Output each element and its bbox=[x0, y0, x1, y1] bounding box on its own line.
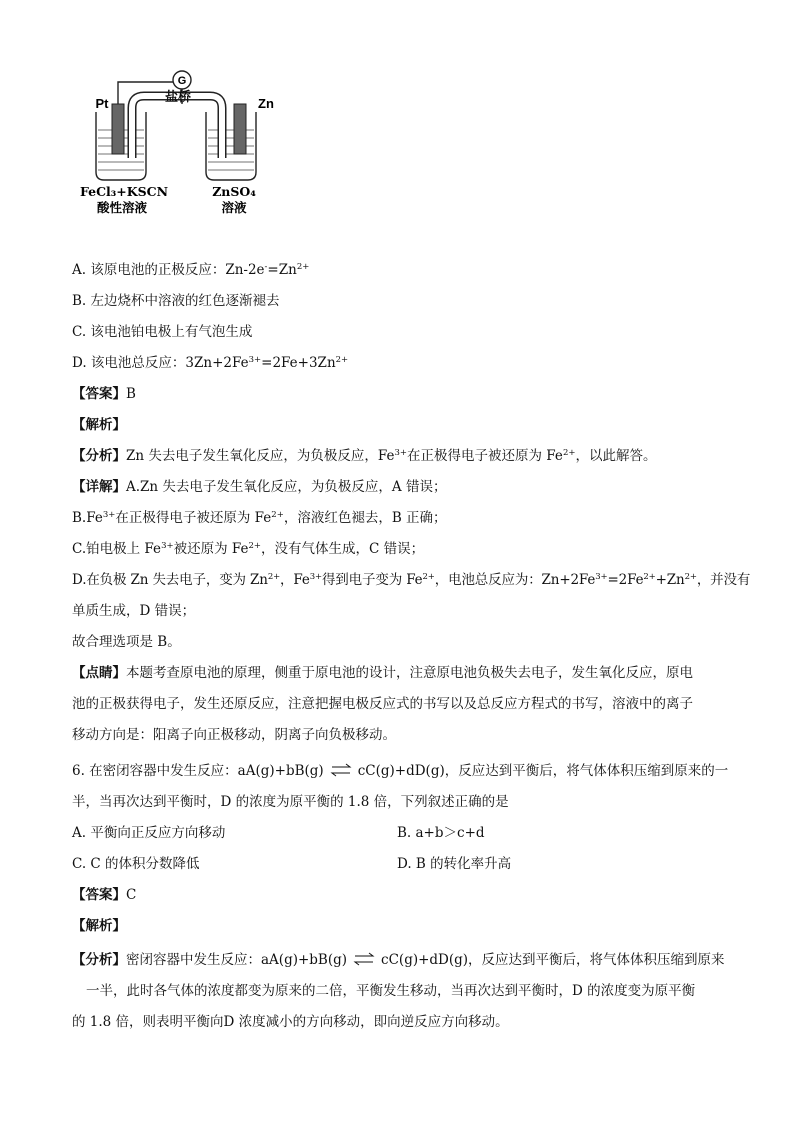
q6-answer: 【答案】C bbox=[72, 887, 137, 903]
q6-fenxi-3: 的 1.8 倍，则表明平衡向D 浓度减小的方向移动，即向逆反应方向移动。 bbox=[72, 1014, 509, 1030]
galvanometer-label: G bbox=[177, 75, 187, 87]
q6-stem-2: 半，当再次达到平衡时，D 的浓度为原平衡的 1.8 倍，下列叙述正确的是 bbox=[72, 794, 509, 810]
left-solution-label-1: FeCl₃+KSCN bbox=[79, 184, 169, 199]
left-electrode-label: Pt bbox=[95, 96, 109, 111]
left-solution-label-2: 酸性溶液 bbox=[96, 200, 148, 215]
q6-option-b: B. a+b＞c+d bbox=[397, 825, 485, 841]
zn-electrode bbox=[234, 104, 246, 154]
equilibrium-arrow-icon bbox=[330, 762, 352, 778]
q6-option-c: C. C 的体积分数降低 bbox=[72, 856, 200, 872]
right-solution-label-2: 溶液 bbox=[221, 200, 247, 215]
q5-dianjing-3: 移动方向是：阳离子向正极移动，阴离子向负极移动。 bbox=[72, 727, 396, 743]
q5-option-b: B. 左边烧杯中溶液的红色逐渐褪去 bbox=[72, 293, 280, 309]
galvanic-cell-figure bbox=[74, 68, 274, 218]
q5-xiangjie-b: $B.Fe^{3+}$在正极得电子被还原为 $Fe^{2+}$，溶液红色褪去，B 正确； bbox=[72, 510, 447, 526]
q5-xiangjie-d-cont: 单质生成，D 错误； bbox=[72, 603, 196, 619]
right-solution-label-1: ZnSO₄ bbox=[212, 184, 256, 199]
q5-fenxi: 【分析】Zn 失去电子发生氧化反应，为负极反应，$Fe^{3+}$在正极得电子被还原为 $Fe^{2+}$，以此解答。 bbox=[72, 448, 657, 464]
q5-analysis-heading: 【解析】 bbox=[72, 417, 126, 433]
q5-option-c: C. 该电池铂电极上有气泡生成 bbox=[72, 324, 253, 340]
equilibrium-arrow-icon bbox=[353, 951, 375, 967]
q5-dianjing-2: 池的正极获得电子，发生还原反应，注意把握电极反应式的书写以及总反应方程式的书写，溶液中的离子 bbox=[72, 696, 693, 712]
q5-option-d: D. 该电池总反应：$3Zn+2Fe^{3+}=2Fe+3Zn^{2+}$ bbox=[72, 355, 349, 371]
q5-dianjing-1: 【点睛】本题考查原电池的原理，侧重于原电池的设计，注意原电池负极失去电子，发生氧化反应，原电 bbox=[72, 665, 693, 681]
q5-answer: 【答案】B bbox=[72, 386, 136, 402]
q6-fenxi-2: 一半，此时各气体的浓度都变为原来的二倍，平衡发生移动，当再次达到平衡时，D 的浓度变为原平衡 bbox=[86, 983, 696, 999]
q5-xiangjie-a: 【详解】A.Zn 失去电子发生氧化反应，为负极反应，A 错误； bbox=[72, 479, 447, 495]
q6-fenxi-1: 【分析】密闭容器中发生反应：aA(g)+bB(g) cC(g)+dD(g)，反应达到平衡后，将气体体积压缩到原来 bbox=[72, 952, 725, 968]
right-electrode-label: Zn bbox=[258, 96, 274, 111]
salt-bridge-label: 盐桥 bbox=[164, 90, 192, 105]
q5-xiangjie-d: D.在负极 Zn 失去电子，变为 $Zn^{2+}$，$Fe^{3+}$得到电子变为 $Fe^{2+}$，电池总反应为：$Zn+2Fe^{3+}=2Fe^{2+}+Zn^{2+}$，并没有 bbox=[72, 572, 751, 588]
q6-option-d: D. B 的转化率升高 bbox=[397, 856, 512, 872]
q5-conclusion: 故合理选项是 B。 bbox=[72, 634, 181, 650]
q6-stem-1: 6. 在密闭容器中发生反应：aA(g)+bB(g) cC(g)+dD(g)，反应达到平衡后，将气体体积压缩到原来的一 bbox=[72, 763, 729, 779]
q5-option-a: A. 该原电池的正极反应：$Zn-2e^-=Zn^{2+}$ bbox=[72, 262, 310, 278]
q6-analysis-heading: 【解析】 bbox=[72, 918, 126, 934]
pt-electrode bbox=[112, 104, 124, 154]
q5-xiangjie-c: C.铂电极上 $Fe^{3+}$被还原为 $Fe^{2+}$，没有气体生成，C 错误； bbox=[72, 541, 425, 557]
q6-option-a: A. 平衡向正反应方向移动 bbox=[72, 825, 226, 841]
